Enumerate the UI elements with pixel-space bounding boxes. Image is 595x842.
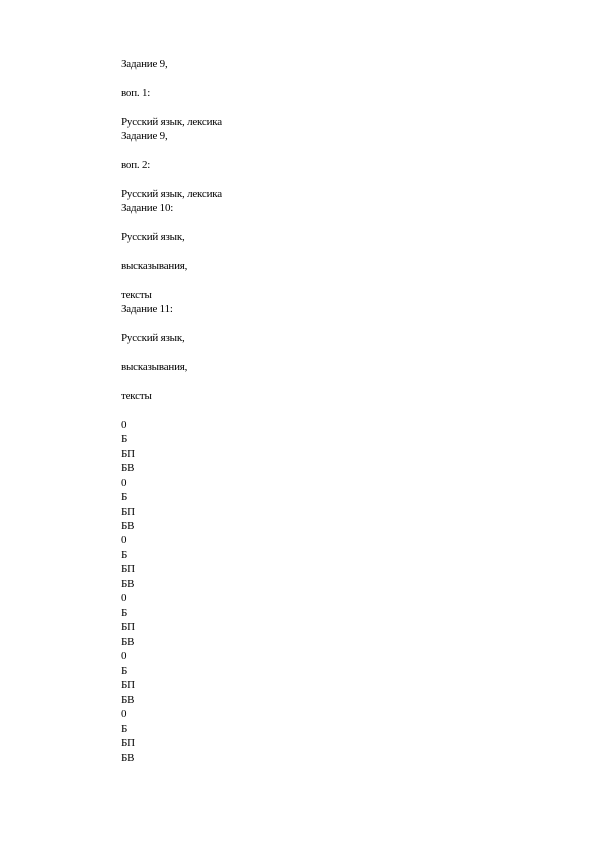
grade-item: 0 xyxy=(121,592,127,604)
topic-label: Русский язык, лексика xyxy=(121,188,222,200)
grade-item: Б xyxy=(121,665,128,677)
grade-item: БВ xyxy=(121,578,135,590)
topic-label: Русский язык, лексика xyxy=(121,116,222,128)
grade-item: 0 xyxy=(121,419,127,431)
grade-item: Б xyxy=(121,549,128,561)
grade-item: 0 xyxy=(121,477,127,489)
grade-item: БП xyxy=(121,679,135,691)
grade-item: 0 xyxy=(121,708,127,720)
question-label: воп. 2: xyxy=(121,159,151,171)
grade-item: БП xyxy=(121,737,135,749)
grade-item: Б xyxy=(121,433,128,445)
question-label: воп. 1: xyxy=(121,87,151,99)
grade-item: БВ xyxy=(121,694,135,706)
grade-item: БП xyxy=(121,448,135,460)
topic-label: высказывания, xyxy=(121,361,188,373)
task-heading: Задание 10: xyxy=(121,202,174,214)
grade-item: БВ xyxy=(121,462,135,474)
task-heading: Задание 9, xyxy=(121,58,168,70)
grade-item: БП xyxy=(121,506,135,518)
grade-item: 0 xyxy=(121,534,127,546)
grade-item: Б xyxy=(121,723,128,735)
grade-item: Б xyxy=(121,491,128,503)
grade-item: БП xyxy=(121,621,135,633)
grade-item: БВ xyxy=(121,636,135,648)
topic-label: тексты xyxy=(121,289,152,301)
task-heading: Задание 11: xyxy=(121,303,173,315)
grade-item: 0 xyxy=(121,650,127,662)
topic-label: Русский язык, xyxy=(121,231,185,243)
grade-item: БП xyxy=(121,563,135,575)
grade-item: БВ xyxy=(121,752,135,764)
topic-label: высказывания, xyxy=(121,260,188,272)
grade-item: Б xyxy=(121,607,128,619)
task-heading: Задание 9, xyxy=(121,130,168,142)
topic-label: Русский язык, xyxy=(121,332,185,344)
topic-label: тексты xyxy=(121,390,152,402)
grade-item: БВ xyxy=(121,520,135,532)
